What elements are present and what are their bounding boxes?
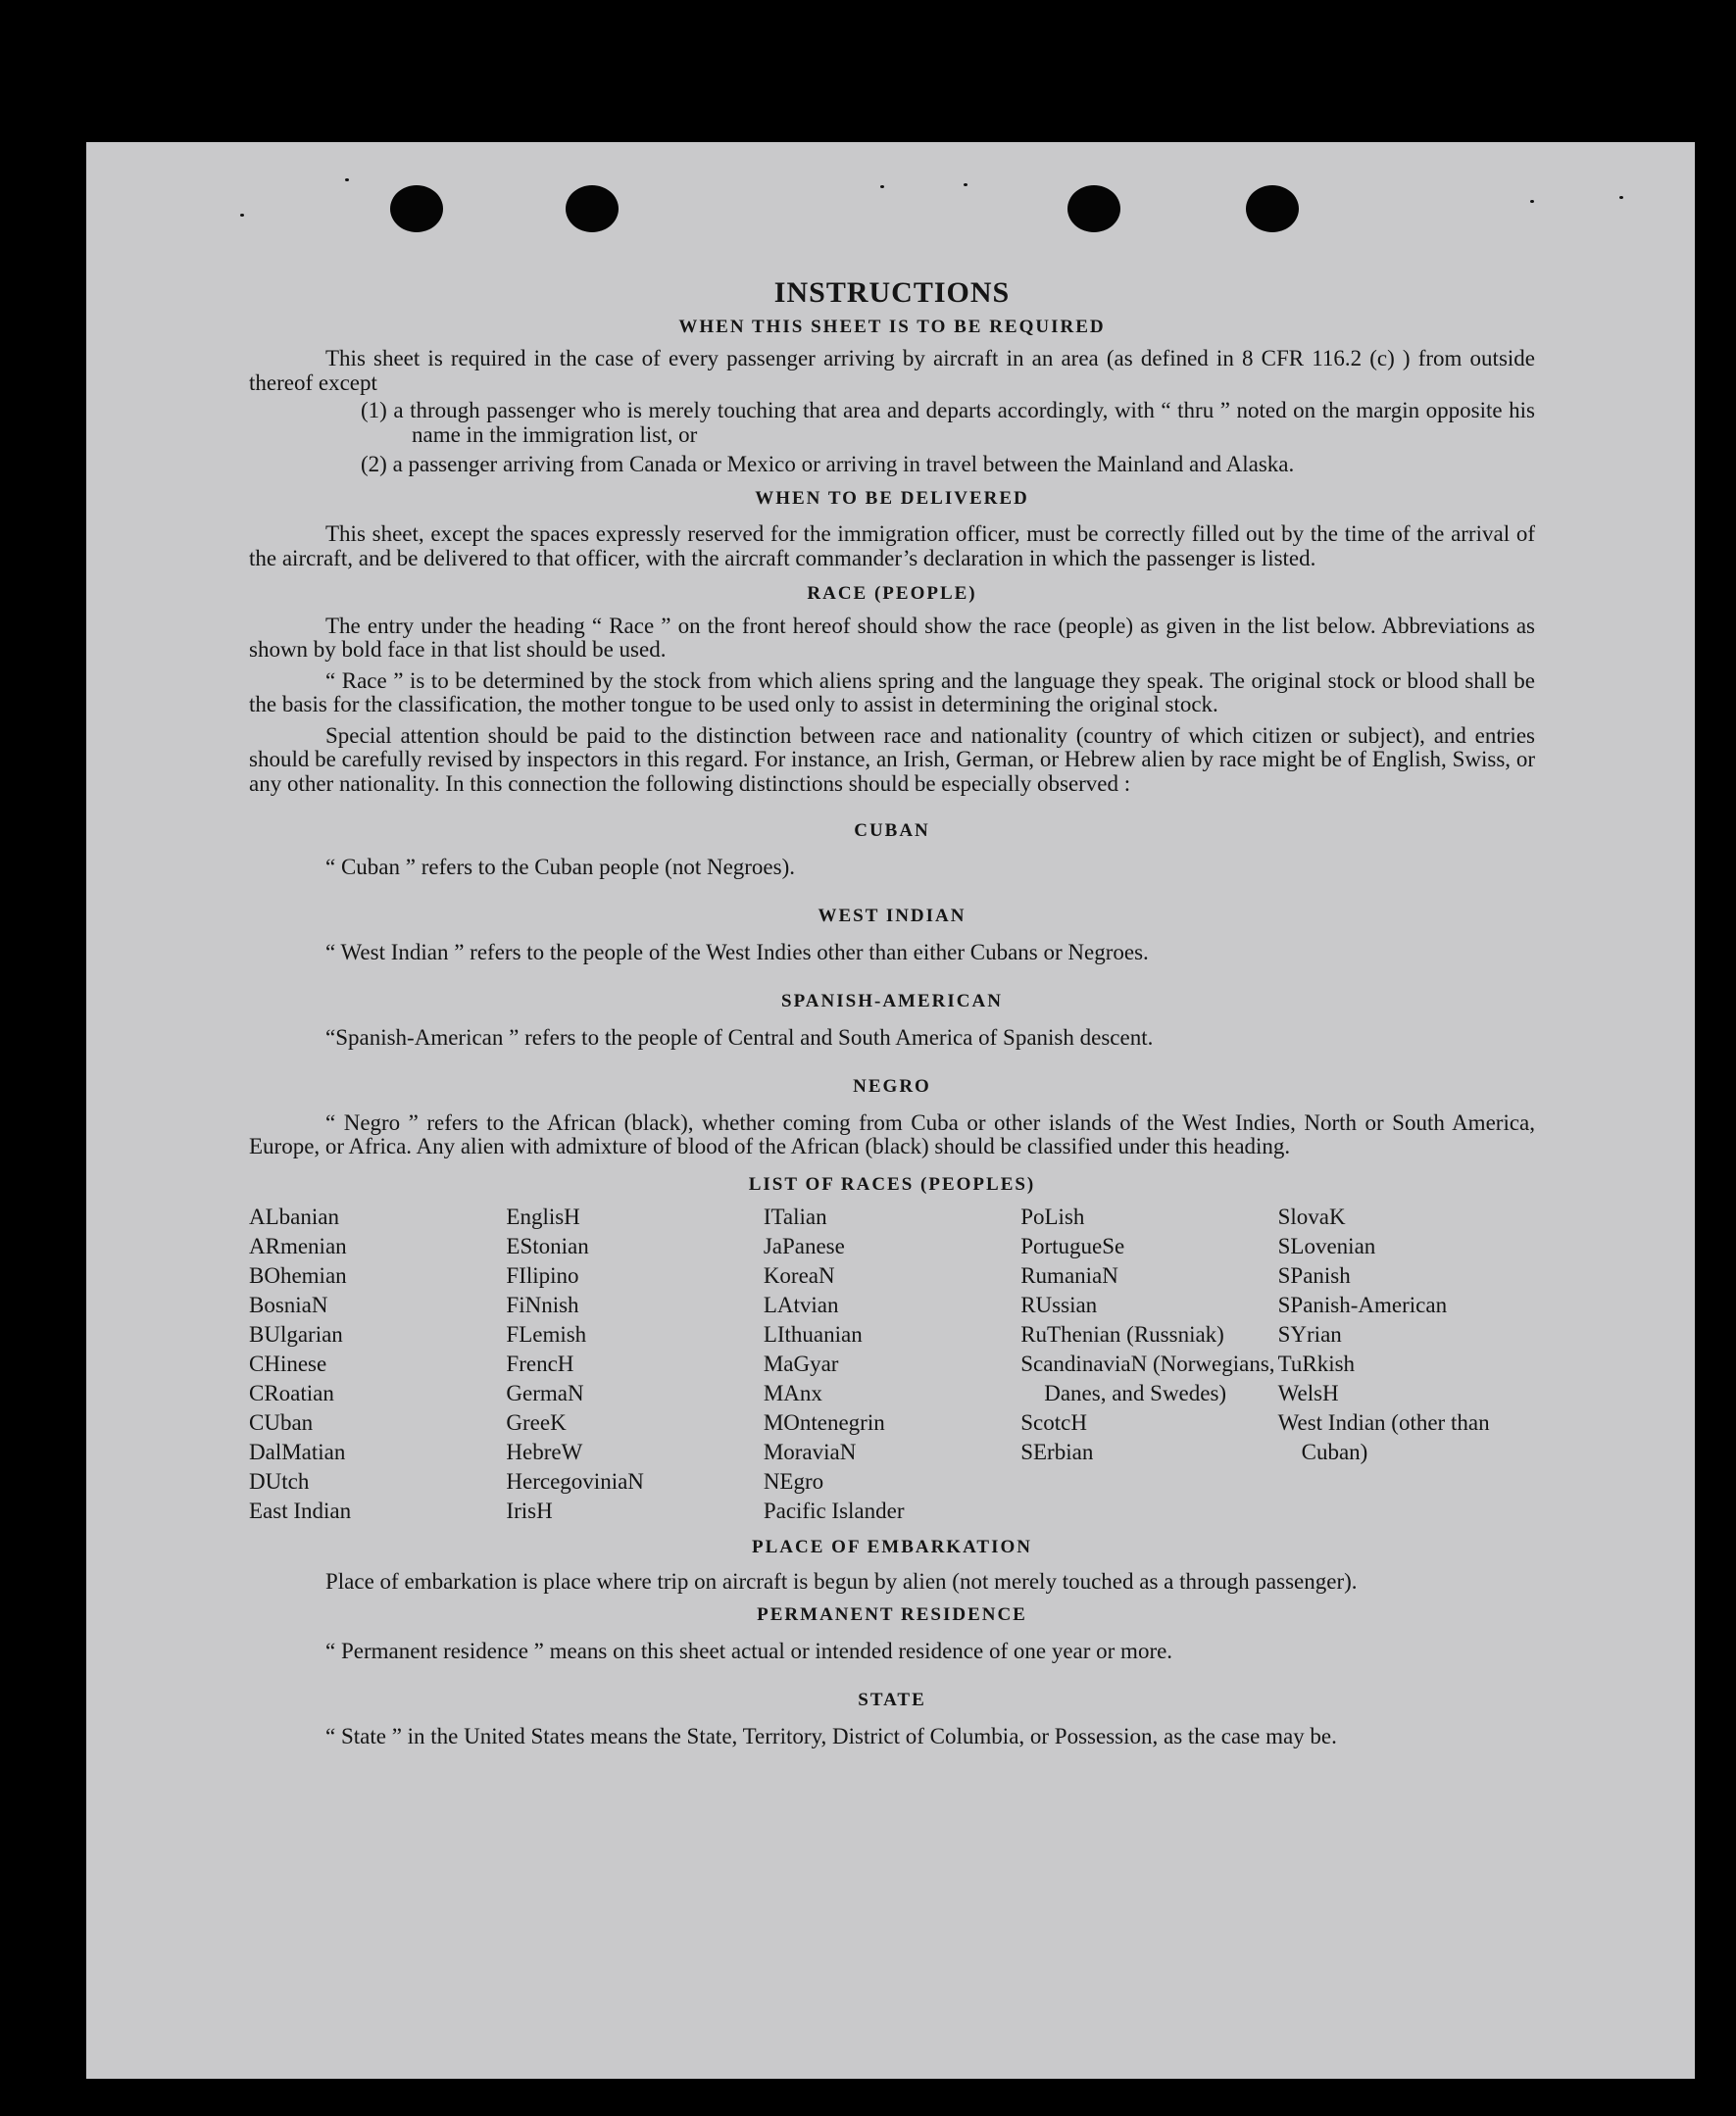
race-item: LAtvian [763,1293,839,1317]
section-heading: PLACE OF EMBARKATION [752,1537,1032,1557]
section-heading: PERMANENT RESIDENCE [757,1604,1027,1625]
race-item: Pacific Islander [763,1499,905,1523]
race-item: PoLish [1020,1205,1085,1229]
instructions-text [249,276,1535,1748]
section-heading: SPANISH-AMERICAN [781,991,1003,1011]
race-item: MOntenegrin [763,1410,885,1435]
race-item: RUssian [1020,1293,1098,1317]
race-item: SLovenian [1277,1234,1376,1258]
race-item: FiNnish [506,1293,579,1317]
race-item: EStonian [506,1234,589,1258]
paragraph: “ Cuban ” refers to the Cuban people (not Negroes). [325,854,796,879]
race-item: HebreW [506,1440,583,1464]
race-item: NEgro [763,1469,824,1494]
race-item: JaPanese [763,1234,845,1258]
paragraph: Place of embarkation is place where trip on aircraft is begun by alien (not merely touched as a through passenger). [325,1568,1358,1594]
race-item: RumaniaN [1020,1263,1118,1288]
paragraph: This sheet, except the spaces expressly reserved for the immigration officer, must be correctly filled out by the time of the arrival of the aircraft, and be delivered to that officer, with the aircraft commander’s declaration in which the passenger is listed. [249,521,1535,570]
section-heading: NEGRO [853,1076,931,1097]
section-heading: RACE (PEOPLE) [807,583,977,604]
race-item: MAnx [763,1381,822,1405]
race-item: ScotcH [1020,1410,1087,1435]
race-item: HercegoviniaN [506,1469,644,1494]
race-item: EnglisH [506,1205,580,1229]
paragraph: “ State ” in the United States means the State, Territory, District of Columbia, or Possession, as the case may be. [325,1723,1337,1748]
race-item: FLemish [506,1322,587,1347]
race-item: ALbanian [249,1205,339,1229]
paragraph: “ Race ” is to be determined by the stock from which aliens spring and the language they speak. The original stock or blood shall be the basis for the classification, the mother tongue to be used only to assist in determining the original stock. [249,667,1535,716]
race-item: WelsH [1277,1381,1339,1405]
race-item: East Indian [249,1499,352,1523]
race-item: West Indian (other than Cuban) [1277,1410,1490,1464]
race-item: GreeK [506,1410,567,1435]
race-item: TuRkish [1277,1352,1356,1376]
race-item: SErbian [1020,1440,1094,1464]
race-column [506,1203,763,1526]
punch-hole [1246,185,1299,232]
paragraph: “Spanish-American ” refers to the people of Central and South America of Spanish descent. [325,1024,1154,1050]
race-item: IrisH [506,1499,553,1523]
section-heading: LIST OF RACES (PEOPLES) [748,1173,1036,1195]
page-title: INSTRUCTIONS [773,276,1011,309]
paragraph: “ Permanent residence ” means on this sheet actual or intended residence of one year or more. [325,1638,1173,1663]
race-item: ITalian [763,1205,827,1229]
paragraph: The entry under the heading “ Race ” on the front hereof should show the race (people) as given in the list below. Abbreviations as shown by bold face in that list should be used. [249,613,1535,662]
punch-hole [390,185,443,232]
punch-hole [566,185,619,232]
race-item: SlovaK [1277,1205,1346,1229]
section-heading: CUBAN [854,820,930,841]
paragraph: Special attention should be paid to the distinction between race and nationality (country of which citizen or subject), and entries should be carefully revised by inspectors in this regard. For instance, an Irish, German, or Hebrew alien by race might be of English, Swiss, or any other nationality. In this connection the following distinctions should be especially observed : [249,722,1535,796]
race-item: PortugueSe [1020,1234,1125,1258]
race-column [249,1203,506,1526]
paragraph: This sheet is required in the case of every passenger arriving by aircraft in an area (as defined in 8 CFR 116.2 (c) ) from outside thereof except [249,346,1535,395]
race-item: SPanish-American [1277,1293,1448,1317]
list-item: (2) a passenger arriving from Canada or Mexico or arriving in travel between the Mainland and Alaska. [361,452,1295,476]
race-item: CUban [249,1410,314,1435]
race-item: FIlipino [506,1263,579,1288]
race-item: FrencH [506,1352,574,1376]
punch-hole [1067,185,1120,232]
race-column [1278,1203,1535,1526]
race-item: MaGyar [763,1352,839,1376]
paragraph: “ Negro ” refers to the African (black), whether coming from Cuba or other islands of the West Indies, North or South America, Europe, or Africa. Any alien with admixture of blood of the African (black) should be classified under this heading. [249,1109,1535,1158]
race-item: MoraviaN [763,1440,857,1464]
race-item: BUlgarian [249,1322,343,1347]
race-item: SPanish [1277,1263,1351,1288]
race-item: CRoatian [249,1381,334,1405]
race-item: DUtch [249,1469,310,1494]
race-column [764,1203,1020,1526]
race-item: LIthuanian [763,1322,863,1347]
race-item: DalMatian [249,1440,346,1464]
list-item: (1) a through passenger who is merely touching that area and departs accordingly, with “ thru ” noted on the margin opposite his name in the immigration list, or [361,398,1535,447]
race-list [249,1203,1535,1526]
race-item: RuThenian (Russniak) [1020,1322,1224,1347]
race-item: BosniaN [249,1293,328,1317]
race-item: CHinese [249,1352,327,1376]
section-heading: WEST INDIAN [818,906,967,926]
race-item: ARmenian [249,1234,347,1258]
race-item: GermaN [506,1381,584,1405]
race-item: SYrian [1277,1322,1342,1347]
section-heading: WHEN THIS SHEET IS TO BE REQUIRED [678,316,1106,337]
race-item: BOhemian [249,1263,347,1288]
race-item: ScandinaviaN (Norwegians, Danes, and Swedes) [1020,1352,1275,1405]
paragraph: “ West Indian ” refers to the people of the West Indies other than either Cubans or Negroes. [325,939,1149,964]
race-item: KoreaN [763,1263,835,1288]
section-heading: STATE [858,1690,926,1710]
section-heading: WHEN TO BE DELIVERED [755,487,1029,509]
race-column [1020,1203,1277,1526]
